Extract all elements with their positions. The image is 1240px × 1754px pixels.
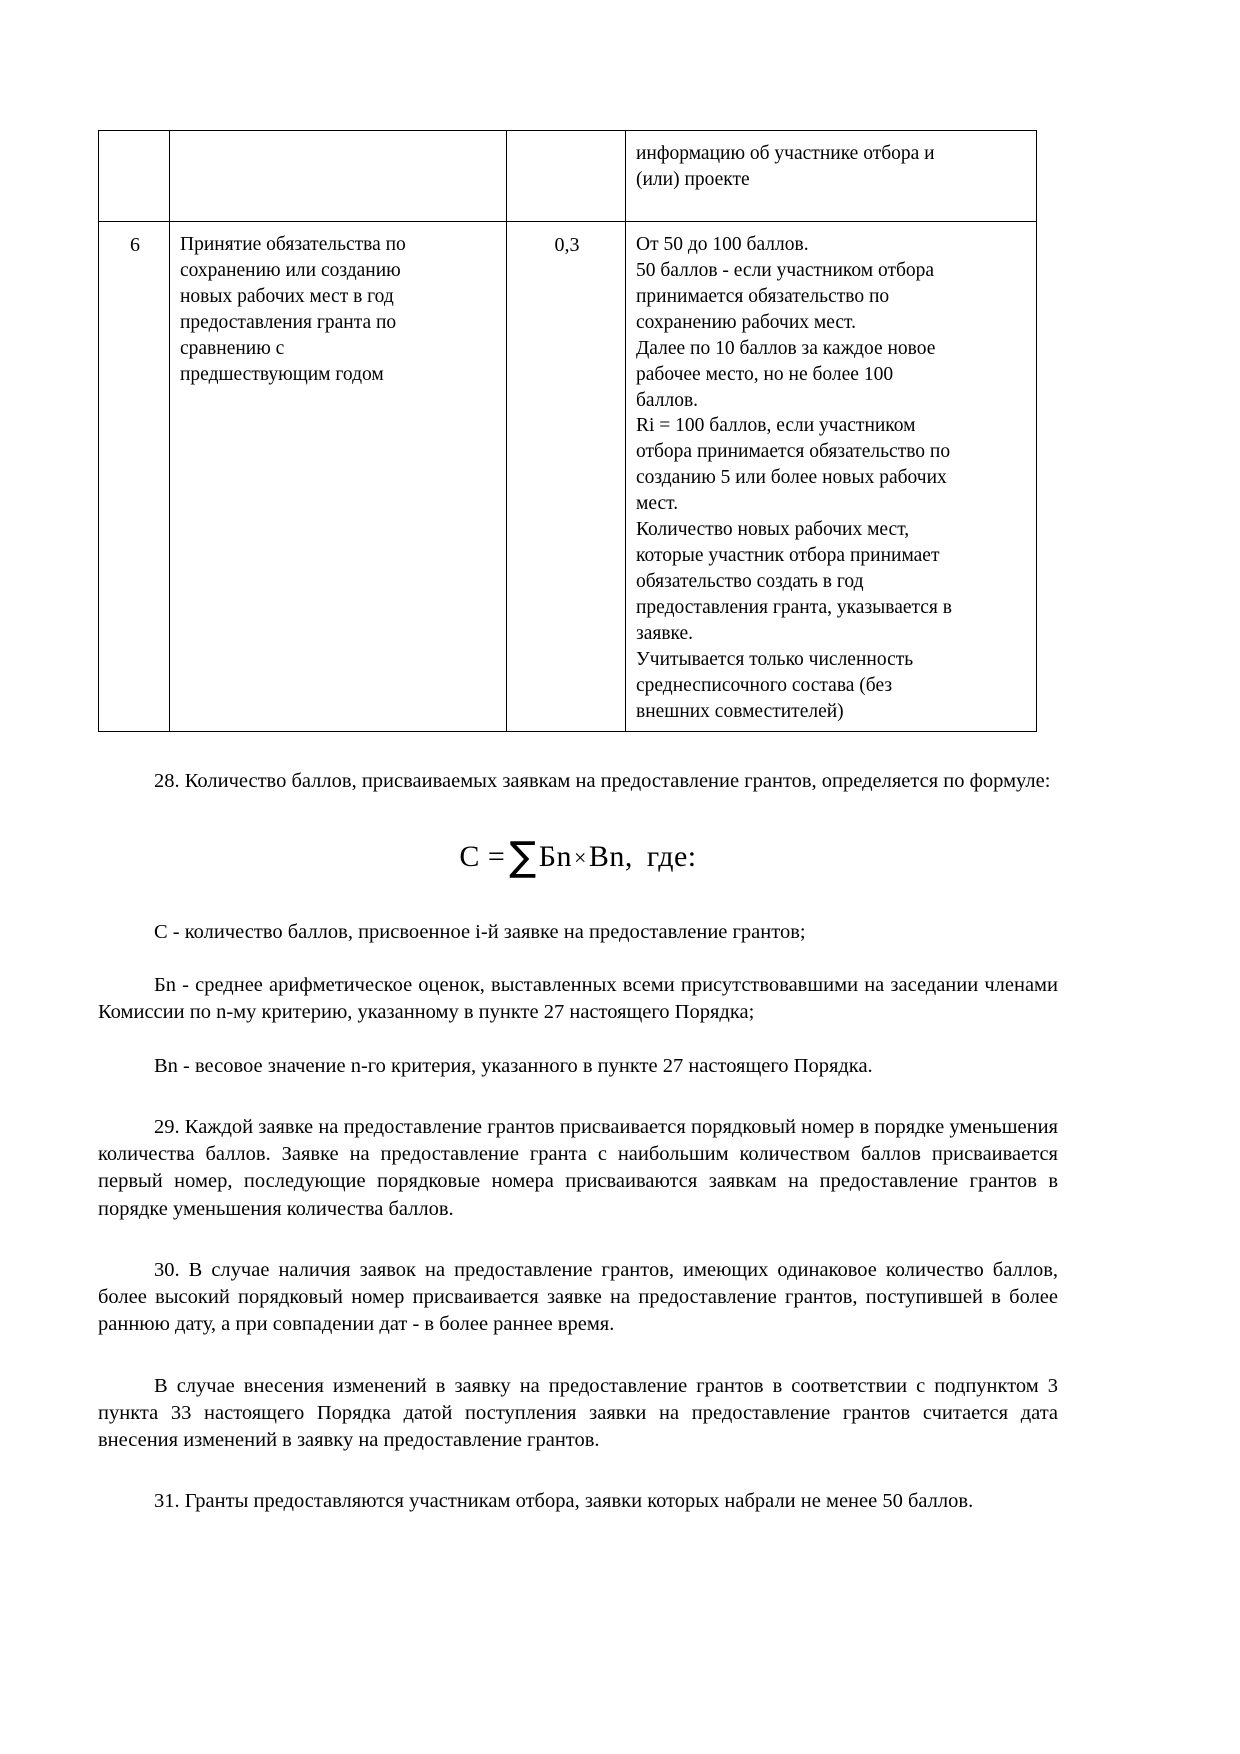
definition-c: C - количество баллов, присвоенное i-й заявке на предоставление грантов; <box>154 920 806 943</box>
description-line: среднесписочного состава (без <box>636 674 893 696</box>
description-line: Количество новых рабочих мест, <box>636 519 910 541</box>
cell-description-continued <box>626 131 1037 222</box>
table-row-continued <box>99 131 1037 222</box>
criterion-line: новых рабочих мест в год <box>180 285 394 307</box>
description-line: 50 баллов - если участником отбора <box>636 259 935 281</box>
cell-number: 6 <box>99 222 170 732</box>
formula-where-label: где: <box>646 839 697 873</box>
description-line: баллов. <box>636 389 699 411</box>
definition-bn-average: Бn - среднее арифметическое оценок, выставленных всеми присутствовавшими на заседании членами Комиссии по n-му критерию, указанному в пункте 27 настоящего Порядка; <box>98 974 1058 1024</box>
description-line: которые участник отбора принимает <box>636 545 940 567</box>
spacer <box>98 1080 1142 1114</box>
description-line: сохранению рабочих мест. <box>636 311 856 333</box>
cell-description <box>626 222 1037 732</box>
cell-criterion <box>170 222 507 732</box>
formula-term1: Бn <box>538 839 572 873</box>
description-line: предоставления гранта, указывается в <box>636 596 952 618</box>
description-line: отбора принимается обязательство по <box>636 441 951 463</box>
spacer <box>98 1454 1142 1488</box>
description-line: созданию 5 или более новых рабочих <box>636 467 947 489</box>
description-line: внешних совместителей) <box>636 700 844 722</box>
spacer <box>98 946 1142 972</box>
spacer <box>98 1339 1142 1373</box>
description-line: Ri = 100 баллов, если участником <box>636 415 916 437</box>
multiplication-symbol: × <box>573 844 587 870</box>
formula-definitions <box>98 919 1142 1080</box>
description-line: обязательство создать в год <box>636 570 864 592</box>
paragraph-31: 31. Гранты предоставляются участникам отбора, заявки которых набрали не менее 50 баллов. <box>154 1490 974 1513</box>
description-line: Учитывается только численность <box>636 648 914 670</box>
description-line: мест. <box>636 493 679 515</box>
description-line: рабочее место, но не более 100 <box>636 363 894 385</box>
paragraph-29: 29. Каждой заявке на предоставление грантов присваивается порядковый номер в порядке уменьшения количества баллов. Заявке на предоставление гранта с наибольшим количеством баллов присваивается первый номер, последующие порядковые номера присваиваются заявкам на предоставление грантов в порядке уменьшения количества баллов. <box>98 1115 1058 1220</box>
description-line: принимается обязательство по <box>636 285 890 307</box>
formula-equals: = <box>487 839 506 873</box>
criteria-table <box>98 130 1037 732</box>
description-continued-lines <box>636 141 1028 193</box>
description-line: информацию об участнике отбора и <box>636 143 935 164</box>
table-row <box>99 222 1037 732</box>
criterion-line: предшествующим годом <box>180 363 384 385</box>
definition-bn-weight: Bn - весовое значение n-го критерия, указанного в пункте 27 настоящего Порядка. <box>154 1054 873 1077</box>
sigma-symbol: ∑ <box>509 833 537 880</box>
criterion-line: сохранению или созданию <box>180 259 401 281</box>
description-line: Далее по 10 баллов за каждое новое <box>636 337 936 359</box>
scoring-formula <box>459 835 696 879</box>
criterion-line: предоставления гранта по <box>180 311 397 333</box>
description-line: заявке. <box>636 622 694 644</box>
criterion-line: сравнению с <box>180 337 285 359</box>
paragraph-30: 30. В случае наличия заявок на предоставление грантов, имеющих одинаковое количество баллов, более высокий порядковый номер присваивается заявке на предоставление грантов, поступившей в более раннюю дату, а при совпадении дат - в более раннее время. <box>98 1258 1058 1336</box>
paragraph-30a: В случае внесения изменений в заявку на предоставление грантов в соответствии с подпунктом 3 пункта 33 настоящего Порядка датой поступления заявки на предоставление грантов считается дата внесения изменений в заявку на предоставление грантов. <box>98 1374 1058 1452</box>
formula-lhs: C <box>459 839 480 873</box>
criterion-line: Принятие обязательства по <box>180 234 406 255</box>
formula-block <box>98 835 1058 879</box>
description-lines <box>636 232 1028 725</box>
spacer <box>98 1027 1142 1053</box>
cell-number-continued <box>99 131 170 222</box>
description-line: (или) проекте <box>636 168 750 190</box>
description-line: От 50 до 100 баллов. <box>636 234 809 255</box>
spacer <box>98 1223 1142 1257</box>
cell-weight: 0,3 <box>507 222 626 732</box>
formula-term2: Bn, <box>588 839 633 873</box>
criterion-lines <box>180 232 498 388</box>
cell-criterion-continued <box>170 131 507 222</box>
section-28 <box>98 768 1142 795</box>
cell-weight-continued <box>507 131 626 222</box>
paragraph-28: 28. Количество баллов, присваиваемых заявкам на предоставление грантов, определяется по формуле: <box>154 769 1051 792</box>
